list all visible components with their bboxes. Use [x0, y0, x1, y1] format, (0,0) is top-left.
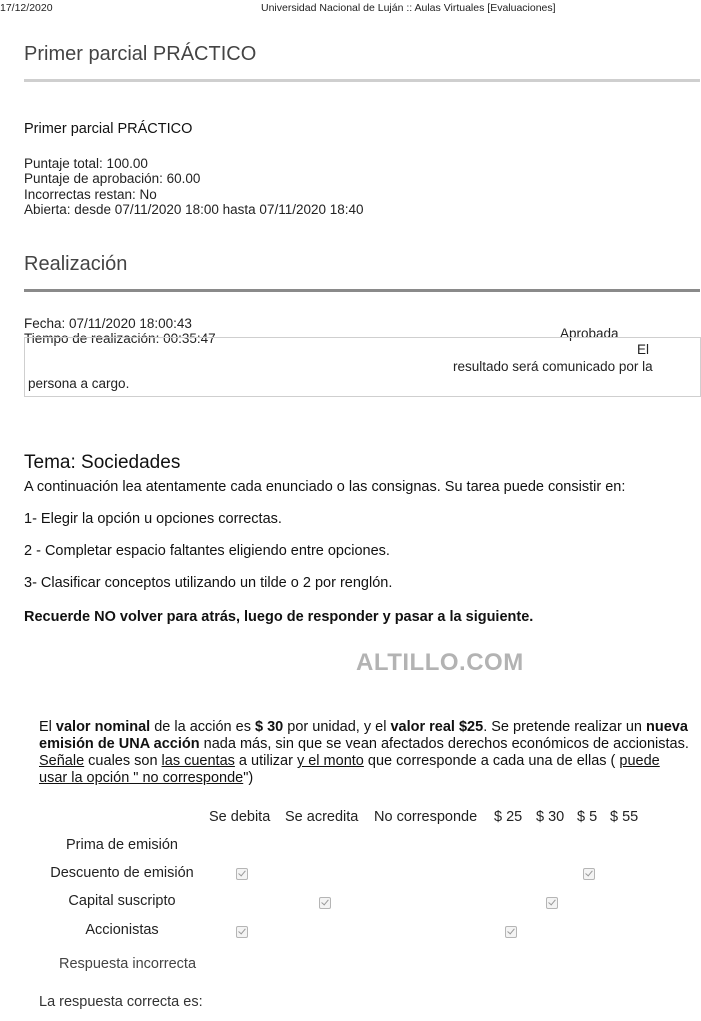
checkbox-descuento-5[interactable]	[583, 868, 595, 880]
tema-title: Tema: Sociedades	[24, 452, 181, 473]
realizacion-divider	[24, 289, 700, 292]
page-title: Primer parcial PRÁCTICO	[24, 43, 257, 65]
tema-warning: Recuerde NO volver para atrás, luego de responder y pasar a la siguiente.	[24, 609, 534, 625]
checkbox-accionistas-25[interactable]	[505, 926, 517, 938]
realizacion-heading: Realización	[24, 253, 128, 275]
open-window: Abierta: desde 07/11/2020 18:00 hasta 07/11/2020 18:40	[24, 202, 364, 217]
exam-title: Primer parcial PRÁCTICO	[24, 121, 193, 137]
col-55: $ 55	[610, 809, 639, 825]
result-notice-box	[24, 337, 701, 397]
question-text: El valor nominal de la acción es $ 30 por unidad, y el valor real $25. Se pretende realizar un nueva emisión de UNA acción nada más, sin que se vean afectados derechos económicos de accionistas. Señale cuales son las cuentas a utilizar y el monto que corresponde a cada una de ellas ( puede usar la opción " no corresponde")	[39, 719, 689, 786]
row-prima-de-emision: Prima de emisión	[65, 837, 178, 853]
col-se-debita: Se debita	[209, 809, 271, 825]
notice-text-line2: resultado será comunicado por la	[453, 359, 653, 374]
row-capital-suscripto: Capital suscripto	[68, 893, 176, 909]
watermark: ALTILLO.COM	[356, 649, 524, 676]
checkbox-capital-se-acredita[interactable]	[319, 897, 331, 909]
attempt-date: Fecha: 07/11/2020 18:00:43	[24, 316, 192, 331]
tema-intro: A continuación lea atentamente cada enunciado o las consignas. Su tarea puede consistir en:	[24, 479, 626, 495]
passing-score: Puntaje de aprobación: 60.00	[24, 171, 201, 186]
checkbox-capital-30[interactable]	[546, 897, 558, 909]
site-title: Universidad Nacional de Luján :: Aulas Virtuales [Evaluaciones]	[261, 2, 556, 14]
tema-item-2: 2 - Completar espacio faltantes eligiendo entre opciones.	[24, 543, 390, 559]
tema-item-3: 3- Clasificar conceptos utilizando un tilde o 2 por renglón.	[24, 575, 393, 591]
answer-feedback: Respuesta incorrecta	[59, 956, 197, 972]
checkbox-descuento-se-debita[interactable]	[236, 868, 248, 880]
checkbox-accionistas-se-debita[interactable]	[236, 926, 248, 938]
print-date: 17/12/2020	[0, 2, 53, 14]
incorrect-rule: Incorrectas restan: No	[24, 187, 157, 202]
col-25: $ 25	[494, 809, 523, 825]
row-descuento-de-emision: Descuento de emisión	[50, 865, 194, 881]
correct-answer-label: La respuesta correcta es:	[39, 994, 203, 1010]
title-divider	[24, 79, 700, 82]
col-no-corresponde: No corresponde	[374, 809, 478, 825]
col-se-acredita: Se acredita	[285, 809, 359, 825]
attempt-status: Aprobada	[560, 326, 619, 341]
tema-item-1: 1- Elegir la opción u opciones correctas.	[24, 511, 282, 527]
notice-text-el: El	[637, 342, 650, 357]
col-30: $ 30	[536, 809, 565, 825]
notice-text-line3: persona a cargo.	[28, 376, 130, 391]
col-5: $ 5	[577, 809, 598, 825]
attempt-time: Tiempo de realización: 00:35:47	[24, 331, 216, 346]
total-score: Puntaje total: 100.00	[24, 156, 148, 171]
row-accionistas: Accionistas	[85, 922, 159, 938]
